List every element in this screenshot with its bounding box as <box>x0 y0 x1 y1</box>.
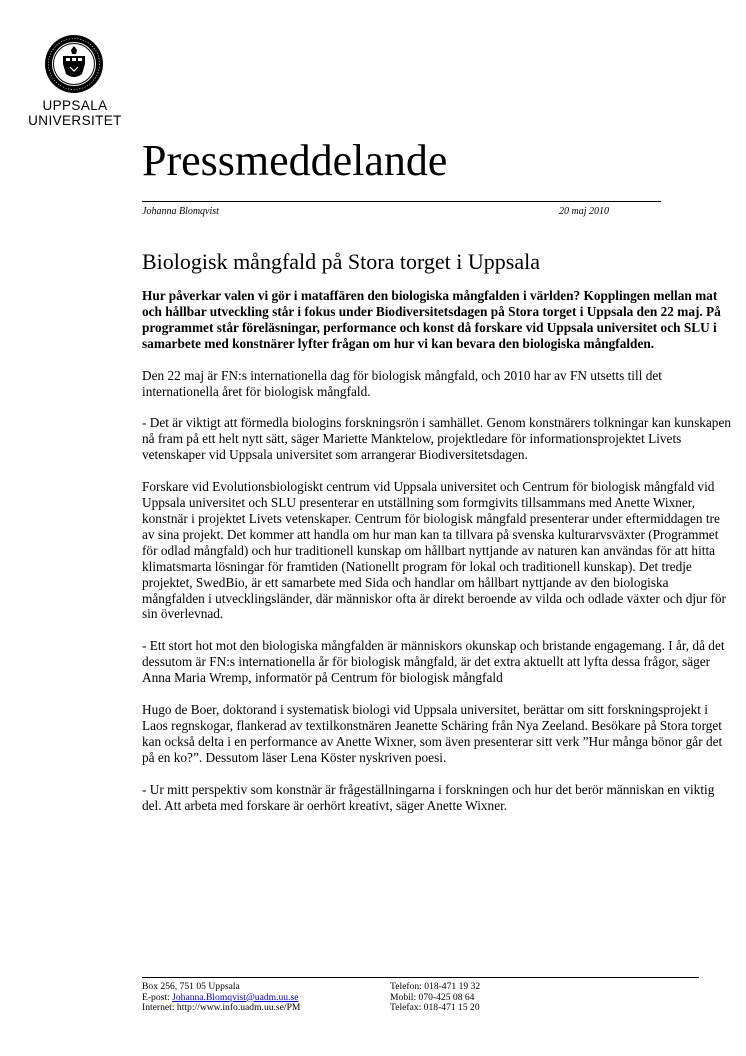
logo-wordmark <box>0 98 150 128</box>
lead-paragraph: Hur påverkar valen vi gör i mataffären den biologiska mångfalden i världen? Kopplingen mellan mat och hållbar utveckling står i fokus under Biodiversitetsdagen på Stora torget i Uppsala den 22 maj. På programmet står föreläsningar, performance och konst då forskare vid Uppsala universitet och SLU i samarbete med konstnärer lyfter frågan om hur vi kan bevara den biologiska mångfalden. <box>142 288 721 351</box>
date: 20 maj 2010 <box>559 206 609 217</box>
footer-address: Box 256, 751 05 Uppsala <box>142 981 240 992</box>
footer-contact-left <box>142 982 300 1014</box>
author: Johanna Blomqvist <box>142 206 219 217</box>
footer-email-link[interactable]: Johanna.Blomqvist@uadm.uu.se <box>172 991 299 1003</box>
footer-divider <box>142 977 699 978</box>
body-paragraph-5: Hugo de Boer, doktorand i systematisk biologi vid Uppsala universitet, berättar om sitt forskningsprojekt i Laos regnskogar, flankerad av textilkonstnären Jeanette Schäring från Nya Zeeland. Besökare på Stora torget kan också delta i en performance av Anette Wixner, som även presenterar sitt verk ”Hur många bönor går det på en ko?”. Dessutom läser Lena Köster nyskriven poesi. <box>142 702 723 765</box>
footer-mobile: Mobil: 070-425 08 64 <box>390 991 475 1003</box>
page-title: Pressmeddelande <box>142 136 448 185</box>
article-headline: Biologisk mångfald på Stora torget i Uppsala <box>142 249 540 274</box>
footer-contact-right <box>390 982 480 1014</box>
logo-line-1: UPPSALA <box>42 98 108 113</box>
body-paragraph-3: Forskare vid Evolutionsbiologiskt centrum vid Uppsala universitet och Centrum för biologisk mångfald vid Uppsala universitet och SLU presenterar en utställning som formgivits tillsammans med Anette Wixner, konstnär i projektet Livets vetenskaper. Centrum för biologisk mångfald presenterar under eftermiddagen tre av sina projekt. Det kommer att handla om hur man kan ta tillvara på svenska kulturarvsväxter (Programmet för odlad mångfald) och hur traditionell kunskap om hållbart nyttjande av naturen kan användas för att hitta klimatsmarta lösningar för framtiden (Nationellt program för lokal och traditionell kunskap). Det tredje projektet, SwedBio, är ett samarbete med Sida och handlar om hållbart nyttjande av den biologiska mångfalden i utvecklingsländer, där människor ofta är direkt beroende av vilda och odlade växter och djur för sin överlevnad. <box>142 479 726 622</box>
uppsala-university-seal-logo <box>44 34 104 94</box>
header-divider <box>142 201 661 202</box>
footer-internet: Internet: http://www.info.uadm.uu.se/PM <box>142 1002 301 1014</box>
article-body <box>142 288 732 829</box>
body-paragraph-1: Den 22 maj är FN:s internationella dag för biologisk mångfald, och 2010 har av FN utsetts till det internationella året för biologisk mångfald. <box>142 367 662 399</box>
footer-email-label: E-post: <box>142 991 173 1003</box>
body-paragraph-2: - Det är viktigt att förmedla biologins forskningsrön i samhället. Genom konstnärers tolkningar kan kunskapen nå fram på ett helt nytt sätt, säger Mariette Manktelow, projektledare för informationsprojektet Livets vetenskaper vid Uppsala universitet som arrangerar Biodiversitetsdagen. <box>142 415 732 463</box>
body-paragraph-6: - Ur mitt perspektiv som konstnär är frågeställningarna i forskningen och hur det berör människan en viktig del. Att arbeta med forskare är oerhört kreativt, säger Anette Wixner. <box>142 781 715 813</box>
logo-line-2: UNIVERSITET <box>28 113 122 128</box>
footer-fax: Telefax: 018-471 15 20 <box>390 1002 480 1014</box>
body-paragraph-4: - Ett stort hot mot den biologiska mångfalden är människors okunskap och bristande engagemang. I år, då det dessutom är FN:s internationella år för biologisk mångfald, är det extra aktuellt att lyfta dessa frågor, säger Anna Maria Wremp, informatör på Centrum för biologisk mångfald <box>142 638 725 686</box>
footer-phone: Telefon: 018-471 19 32 <box>390 981 481 992</box>
